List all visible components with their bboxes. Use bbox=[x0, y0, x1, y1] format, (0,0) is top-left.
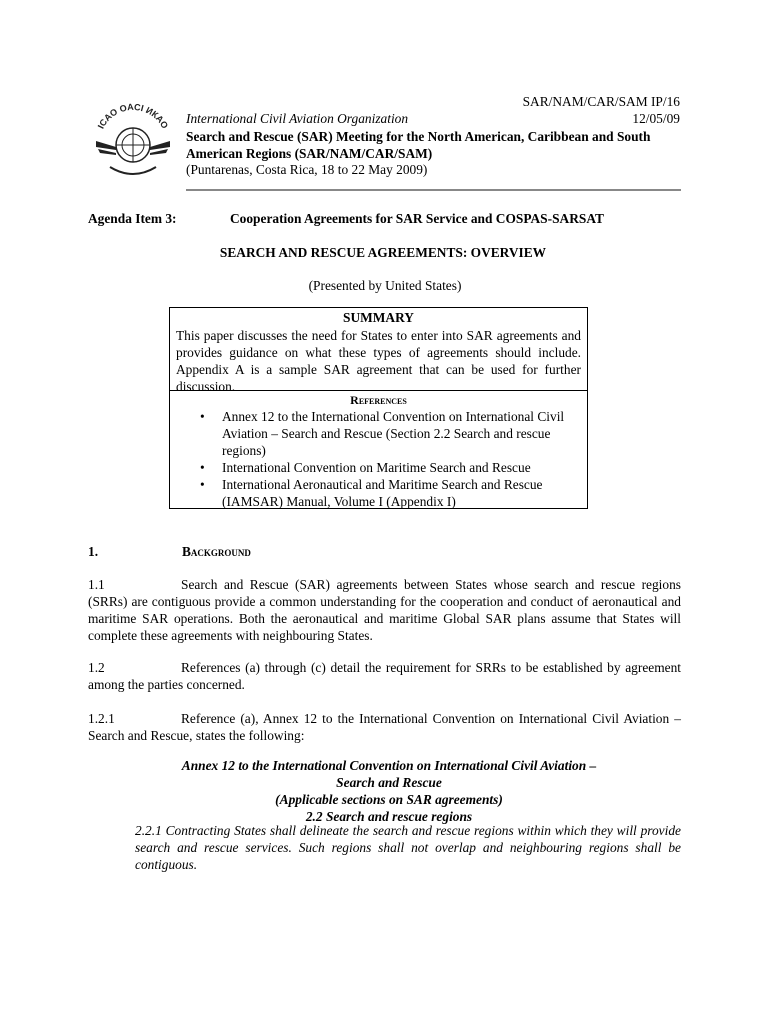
document-title bbox=[0, 245, 770, 261]
paragraph-1-2-1 bbox=[88, 710, 681, 744]
references-list bbox=[196, 408, 586, 510]
document-date: 12/05/09 bbox=[632, 111, 680, 126]
summary-text: This paper discusses the need for States to enter into SAR agreements and provides guidance on what these types of agreements should include. Appendix A is a sample SAR agreement that can be used for further discussion. bbox=[176, 328, 581, 394]
quote-heading-line-4: 2.2 Search and rescue regions bbox=[305, 809, 473, 824]
paragraph-text: Search and Rescue (SAR) agreements between States whose search and rescue regions (SRRs) are contiguous provide a common understanding for the cooperation and conduct of aeronautical and maritime SAR operations. Both the aeronautical and maritime Global SAR plans assume that States will complete these agreements with neighbouring States. bbox=[88, 577, 681, 643]
meeting-venue: (Puntarenas, Costa Rica, 18 to 22 May 2009) bbox=[186, 162, 428, 177]
paragraph-number: 1.2 bbox=[88, 660, 105, 675]
paragraph-1-2 bbox=[88, 659, 681, 693]
icao-emblem-logo bbox=[88, 95, 178, 185]
meeting-title: Search and Rescue (SAR) Meeting for the North American, Caribbean and South American Regions (SAR/NAM/CAR/SAM) bbox=[186, 129, 651, 161]
svg-text:ICAO OACI ИКАО bbox=[96, 102, 170, 130]
logo-text-left: ICAO bbox=[95, 106, 120, 131]
logo-text-right: ИКАО bbox=[144, 105, 171, 131]
reference-item: • International Aeronautical and Maritime Search and Rescue (IAMSAR) Manual, Volume I (Appendix I) bbox=[196, 476, 586, 510]
paragraph-1-1 bbox=[88, 576, 681, 644]
agenda-item-title: Cooperation Agreements for SAR Service and COSPAS-SARSAT bbox=[230, 211, 604, 226]
organization-name: International Civil Aviation Organization bbox=[186, 111, 409, 126]
references-title: References bbox=[350, 393, 407, 407]
summary-title: SUMMARY bbox=[343, 310, 414, 325]
reference-item: • Annex 12 to the International Convention on International Civil Aviation – Search and Rescue (Section 2.2 Search and rescue regions) bbox=[196, 408, 586, 459]
document-title-text: SEARCH AND RESCUE AGREEMENTS: OVERVIEW bbox=[219, 245, 547, 260]
section-number: 1. bbox=[88, 544, 99, 559]
quote-heading-line-3: (Applicable sections on SAR agreements) bbox=[275, 792, 503, 807]
paragraph-number: 1.1 bbox=[88, 577, 105, 592]
logo-text-top: OACI bbox=[118, 101, 145, 115]
document-reference: SAR/NAM/CAR/SAM IP/16 bbox=[522, 94, 680, 109]
quote-heading-line-2: Search and Rescue bbox=[336, 775, 442, 790]
section-title: Background bbox=[182, 544, 251, 559]
paragraph-number: 1.2.1 bbox=[88, 711, 115, 726]
paragraph-text: Reference (a), Annex 12 to the International Convention on International Civil Aviation – Search and Rescue, states the following: bbox=[88, 711, 681, 743]
agenda-item-label: Agenda Item 3: bbox=[88, 211, 177, 226]
quote-heading-line-1: Annex 12 to the International Convention on International Civil Aviation – bbox=[181, 758, 597, 773]
paragraph-text: References (a) through (c) detail the requirement for SRRs to be established by agreement among the parties concerned. bbox=[88, 660, 681, 692]
header-divider bbox=[186, 189, 681, 191]
reference-item: • International Convention on Maritime Search and Rescue bbox=[196, 459, 586, 476]
quote-body: 2.2.1 Contracting States shall delineate the search and rescue regions within which they will provide search and rescue services. Such regions shall not overlap and neighbouring regions shall be contiguous. bbox=[135, 823, 681, 872]
presented-by: (Presented by United States) bbox=[308, 278, 462, 293]
